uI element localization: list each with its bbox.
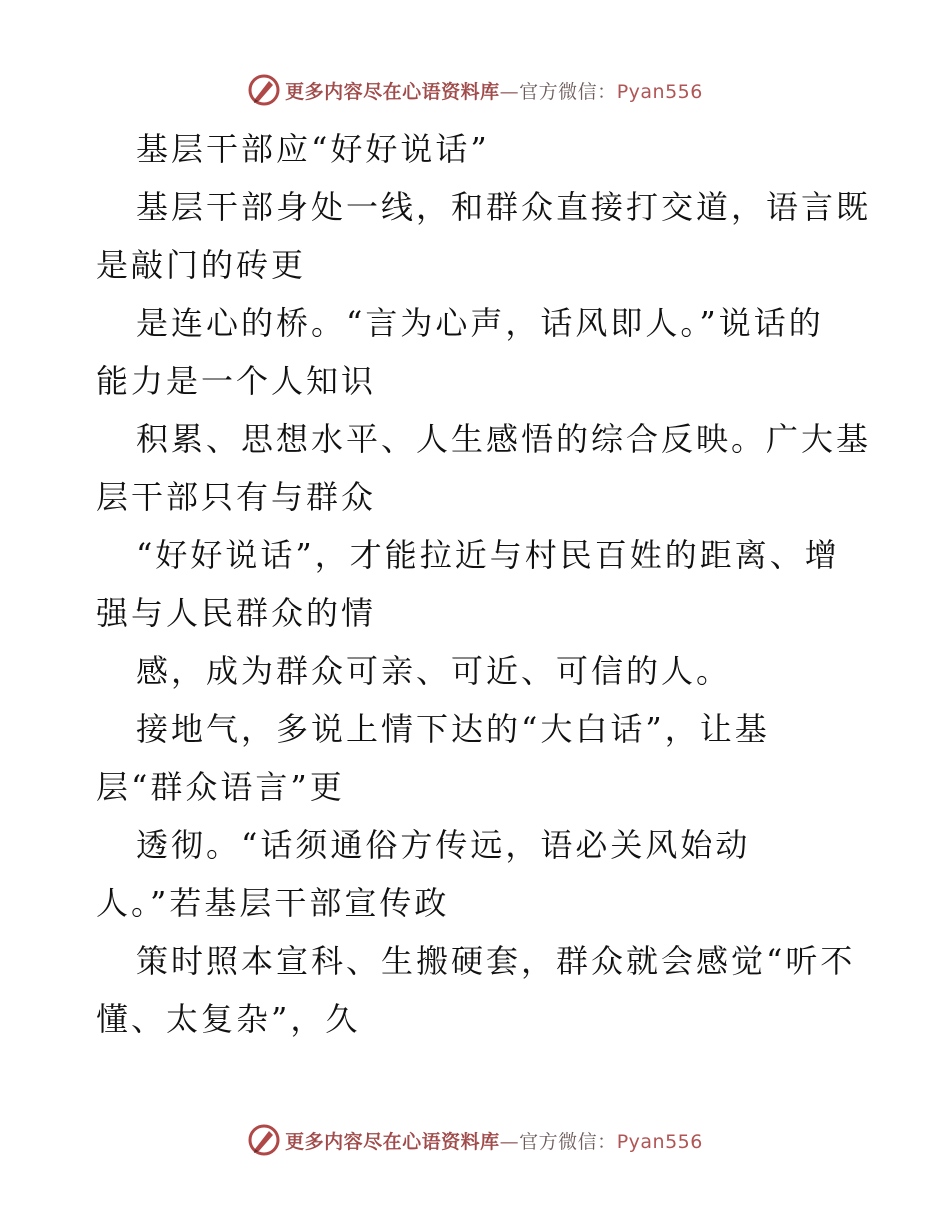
paragraph-line: 层“群众语言”更 — [96, 768, 345, 806]
paragraph-line: 透彻。“话须通俗方传远，语必关风始动 — [136, 826, 751, 864]
paragraph-line: 能力是一个人知识 — [96, 362, 377, 400]
paragraph-line: 感，成为群众可亲、可近、可信的人。 — [136, 652, 732, 690]
document-title: 基层干部应“好好说话” — [136, 130, 490, 168]
pen-nib-logo-icon — [247, 1123, 281, 1157]
paragraph-line: 策时照本宣科、生搬硬套，群众就会感觉“听不 — [136, 942, 856, 980]
header-wechat-label: 官方微信： — [519, 80, 617, 103]
paragraph-line: 是敲门的砖更 — [96, 246, 307, 284]
paragraph-line: 接地气，多说上情下达的“大白话”，让基 — [136, 710, 770, 748]
footer-wechat-label: 官方微信： — [519, 1130, 617, 1153]
header-wechat-id: Pyan556 — [616, 80, 703, 103]
paragraph-line: 强与人民群众的情 — [96, 594, 377, 632]
paragraph-line: 人。”若基层干部宣传政 — [96, 884, 450, 922]
pen-nib-logo-icon — [247, 73, 281, 107]
paragraph-line: 基层干部身处一线，和群众直接打交道，语言既 — [136, 188, 872, 226]
footer-banner — [0, 1120, 950, 1160]
paragraph-line: 是连心的桥。“言为心声，话风即人。”说话的 — [136, 304, 824, 342]
header-banner-text — [285, 77, 703, 104]
paragraph-line: 懂、太复杂”，久 — [96, 1000, 361, 1038]
header-separator: — — [499, 80, 520, 103]
paragraph-line: 层干部只有与群众 — [96, 478, 377, 516]
document-body — [96, 120, 872, 1048]
paragraph-line: “好好说话”，才能拉近与村民百姓的距离、增 — [136, 536, 840, 574]
footer-brand: 更多内容尽在心语资料库 — [285, 1130, 500, 1153]
footer-wechat-id: Pyan556 — [616, 1130, 703, 1153]
header-brand: 更多内容尽在心语资料库 — [285, 80, 500, 103]
footer-separator: — — [499, 1130, 520, 1153]
header-banner — [0, 70, 950, 110]
paragraph-line: 积累、思想水平、人生感悟的综合反映。广大基 — [136, 420, 872, 458]
footer-banner-text — [285, 1127, 703, 1154]
